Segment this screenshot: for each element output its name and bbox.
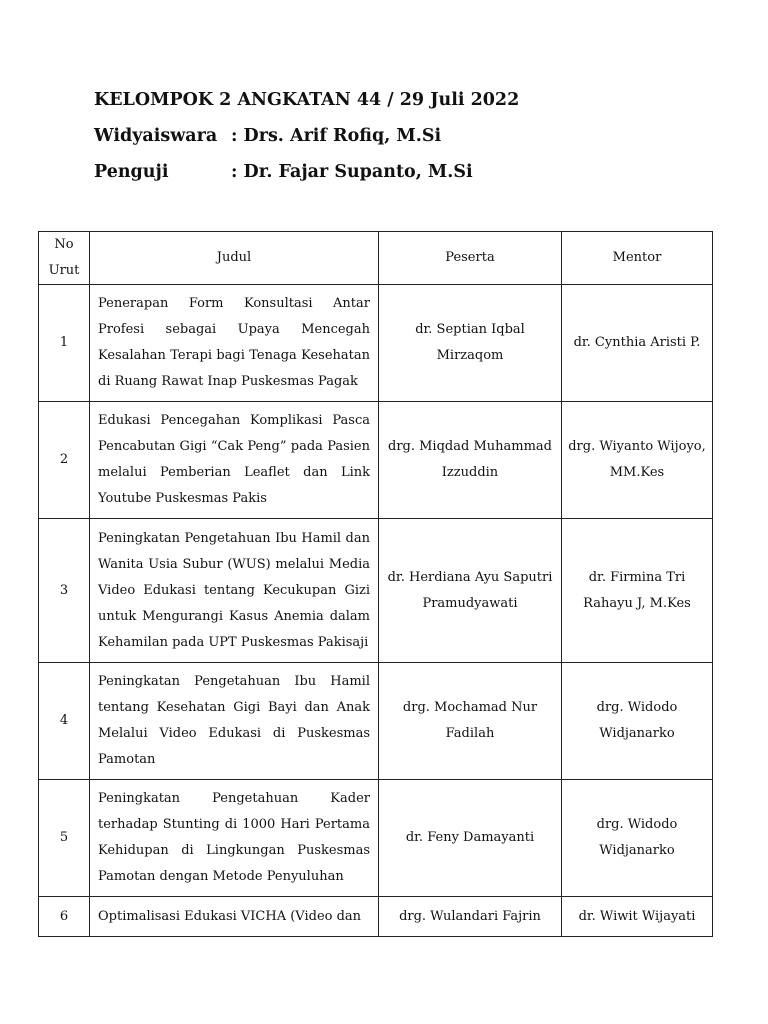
- column-header-no: [39, 232, 90, 285]
- row-number: 6: [39, 897, 90, 937]
- column-header-no-line1: No: [54, 237, 74, 252]
- table-row: [39, 780, 713, 897]
- row-number: 2: [39, 402, 90, 519]
- row-peserta: [379, 402, 562, 519]
- row-judul: [90, 663, 379, 780]
- column-header-mentor: Mentor: [562, 232, 713, 285]
- row-peserta-text: dr. Feny Damayanti: [405, 830, 535, 845]
- row-judul-text: Penerapan Form Konsultasi Antar Profesi sebagai Upaya Mencegah Kesalahan Terapi bagi Tenaga Kesehatan di Ruang Rawat Inap Puskesmas Pagak: [98, 296, 370, 389]
- row-mentor: [562, 780, 713, 897]
- document-title: KELOMPOK 2 ANGKATAN 44 / 29 Juli 2022: [94, 90, 520, 110]
- row-peserta-text: drg. Miqdad Muhammad Izzuddin: [388, 439, 552, 480]
- row-number: 4: [39, 663, 90, 780]
- penguji-value: : Dr. Fajar Supanto, M.Si: [231, 162, 473, 182]
- row-judul-text: Edukasi Pencegahan Komplikasi Pasca Pencabutan Gigi “Cak Peng” pada Pasien melalui Pemberian Leaflet dan Link Youtube Puskesmas Pakis: [98, 413, 370, 506]
- row-peserta-text: drg. Wulandari Fajrin: [399, 908, 541, 924]
- widyaiswara-label: Widyaiswara: [94, 126, 218, 146]
- row-mentor-text: drg. Wiyanto Wijoyo, MM.Kes: [568, 439, 706, 480]
- table-row: [39, 402, 713, 519]
- row-number: 5: [39, 780, 90, 897]
- row-judul: [90, 402, 379, 519]
- row-number: 3: [39, 519, 90, 663]
- row-peserta: [379, 663, 562, 780]
- table-header-row: [39, 232, 713, 285]
- row-mentor-text: drg. Widodo Widjanarko: [596, 817, 678, 858]
- widyaiswara-value: : Drs. Arif Rofiq, M.Si: [231, 126, 442, 146]
- column-header-no-line2: Urut: [48, 263, 80, 278]
- row-mentor-text: dr. Wiwit Wijayati: [578, 908, 696, 924]
- row-peserta: [379, 897, 562, 937]
- row-judul-text: Peningkatan Pengetahuan Ibu Hamil dan Wanita Usia Subur (WUS) melalui Media Video Edukasi tentang Kecukupan Gizi untuk Mengurangi Kasus Anemia dalam Kehamilan pada UPT Puskesmas Pakisaji: [98, 530, 370, 650]
- row-mentor-text: dr. Cynthia Aristi P.: [573, 335, 701, 350]
- row-mentor-text: dr. Firmina Tri Rahayu J, M.Kes: [583, 569, 691, 611]
- table-row: [39, 285, 713, 402]
- row-peserta: [379, 285, 562, 402]
- table-row: [39, 897, 713, 937]
- row-judul-text: Peningkatan Pengetahuan Kader terhadap Stunting di 1000 Hari Pertama Kehidupan di Lingkungan Puskesmas Pamotan dengan Metode Penyuluhan: [98, 791, 370, 884]
- row-number: 1: [39, 285, 90, 402]
- column-header-peserta: Peserta: [379, 232, 562, 285]
- column-header-judul: Judul: [90, 232, 379, 285]
- table-row: [39, 663, 713, 780]
- row-judul: [90, 780, 379, 897]
- row-peserta-text: dr. Herdiana Ayu Saputri Pramudyawati: [387, 569, 553, 611]
- penguji-label: Penguji: [94, 162, 169, 182]
- row-peserta-text: drg. Mochamad Nur Fadilah: [402, 700, 538, 741]
- group-table: [38, 231, 713, 937]
- row-peserta: [379, 519, 562, 663]
- widyaiswara-line: [94, 122, 519, 158]
- table-row: [39, 519, 713, 663]
- row-mentor-text: drg. Widodo Widjanarko: [596, 700, 678, 741]
- row-judul-text: Peningkatan Pengetahuan Ibu Hamil tentang Kesehatan Gigi Bayi dan Anak Melalui Video Edukasi di Puskesmas Pamotan: [98, 674, 370, 767]
- row-mentor: [562, 285, 713, 402]
- penguji-line: [94, 158, 519, 194]
- row-judul-text: Optimalisasi Edukasi VICHA (Video dan: [98, 908, 362, 924]
- row-mentor: [562, 519, 713, 663]
- row-judul: [90, 285, 379, 402]
- document-header: [94, 86, 519, 194]
- row-mentor: [562, 897, 713, 937]
- row-mentor: [562, 663, 713, 780]
- row-judul: [90, 519, 379, 663]
- row-mentor: [562, 402, 713, 519]
- row-peserta-text: dr. Septian Iqbal Mirzaqom: [415, 322, 525, 363]
- row-judul: [90, 897, 379, 937]
- row-peserta: [379, 780, 562, 897]
